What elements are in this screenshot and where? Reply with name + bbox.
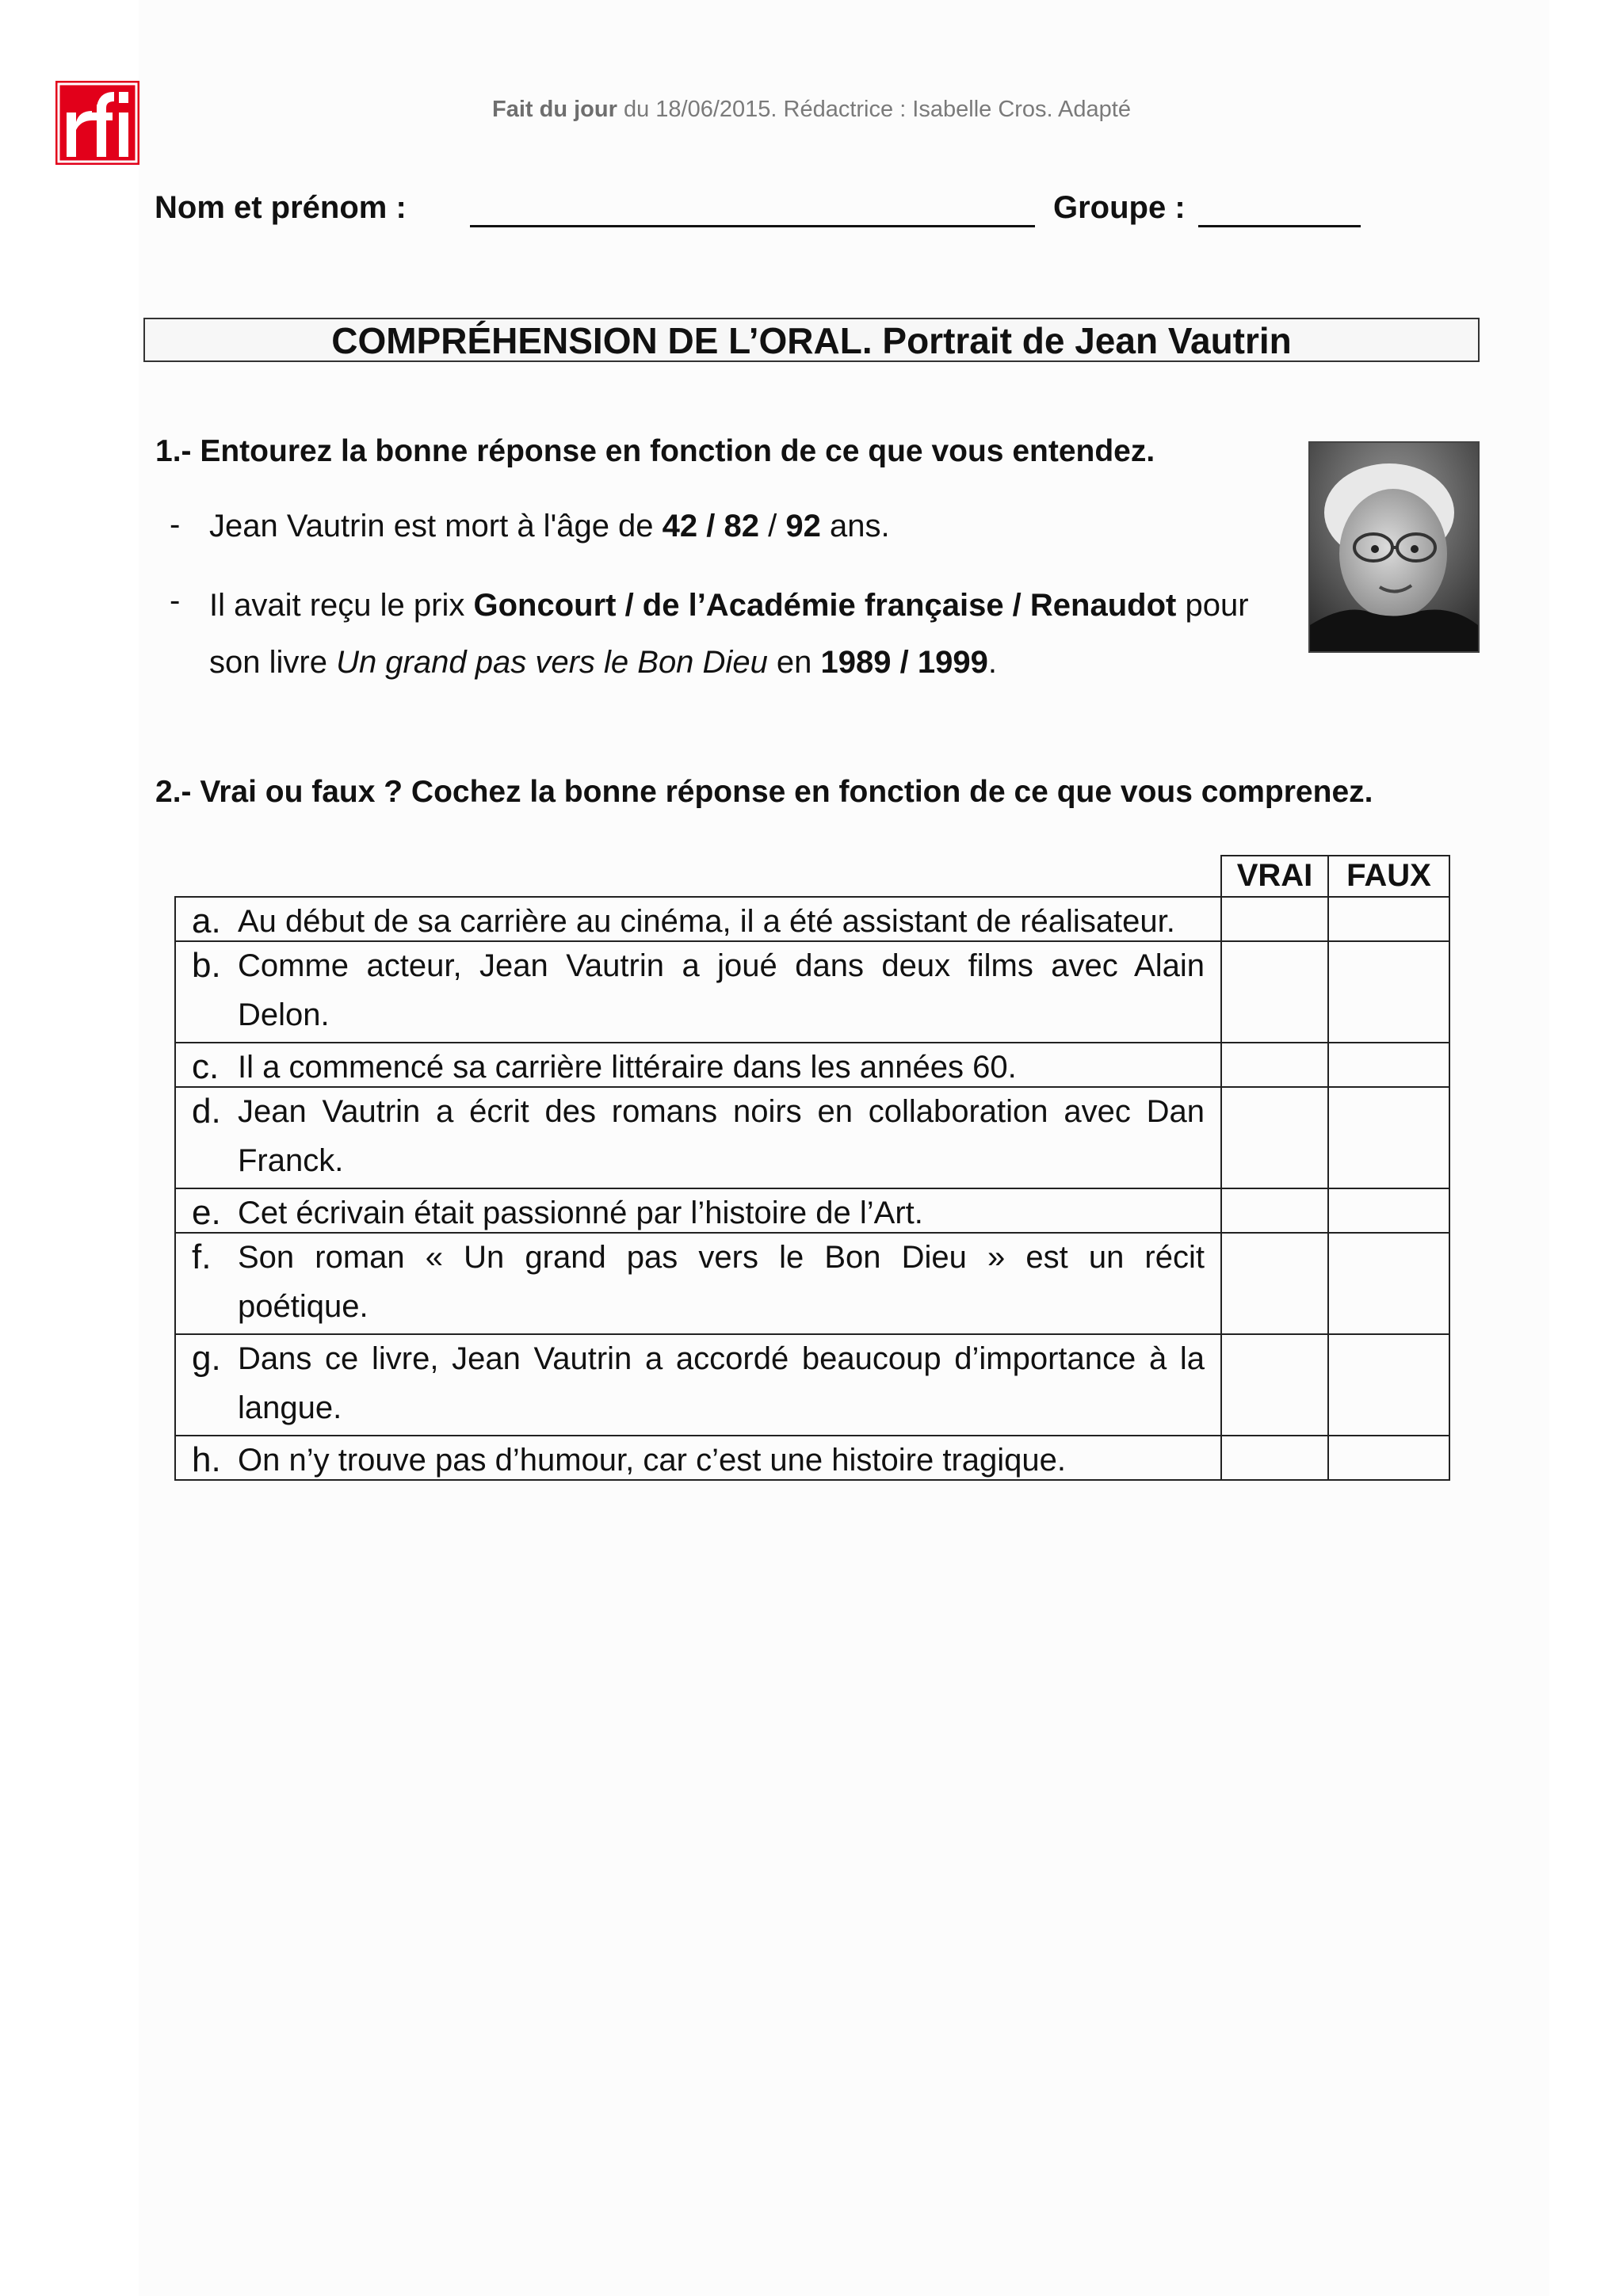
q1-item-2-en: en <box>767 645 821 680</box>
q1-item-2-options[interactable]: Goncourt / de l’Académie française / Renaudot <box>473 588 1177 623</box>
vrai-checkbox[interactable] <box>1221 1087 1328 1188</box>
bullet-dash: - <box>170 583 181 618</box>
table-row <box>175 941 1449 1043</box>
row-letter: c. <box>192 1047 220 1086</box>
student-info <box>155 190 1391 231</box>
group-label: Groupe : <box>1053 190 1186 225</box>
row-letter: h. <box>192 1440 221 1479</box>
row-statement: Au début de sa carrière au cinéma, il a été assistant de réalisateur. <box>238 904 1175 939</box>
rfi-logo <box>55 81 139 165</box>
table-row <box>175 1043 1449 1087</box>
vrai-checkbox[interactable] <box>1221 1233 1328 1334</box>
q1-item-1-pre: Jean Vautrin est mort à l'âge de <box>209 509 663 543</box>
q1-item-2-years[interactable]: 1989 / 1999 <box>820 645 988 680</box>
faux-checkbox[interactable] <box>1328 941 1449 1043</box>
row-statement: Cet écrivain était passionné par l’histoire de l’Art. <box>238 1196 923 1230</box>
row-statement-cont: poétique. <box>238 1289 369 1324</box>
vrai-checkbox[interactable] <box>1221 1188 1328 1233</box>
header-meta <box>0 97 1623 123</box>
q1-item-2-pre: Il avait reçu le prix <box>209 588 474 623</box>
exercise-title: COMPRÉHENSION DE L’ORAL. Portrait de Jean Vautrin <box>143 318 1480 362</box>
row-letter: e. <box>192 1193 221 1232</box>
table-row <box>175 1188 1449 1233</box>
col-vrai: VRAI <box>1221 856 1328 897</box>
faux-checkbox[interactable] <box>1328 1043 1449 1087</box>
vrai-checkbox[interactable] <box>1221 941 1328 1043</box>
portrait-photo <box>1308 441 1480 653</box>
row-statement: Il a commencé sa carrière littéraire dans les années 60. <box>238 1050 1017 1085</box>
q1-item-1-opt2[interactable]: 92 <box>785 509 821 543</box>
table-row <box>175 1087 1449 1188</box>
q1-item-1-opt1[interactable]: 42 / 82 <box>662 509 759 543</box>
row-statement: On n’y trouve pas d’humour, car c’est une histoire tragique. <box>238 1443 1066 1478</box>
q1-item-2-end: . <box>987 645 997 680</box>
meta-bold: Fait du jour <box>492 97 617 122</box>
faux-checkbox[interactable] <box>1328 1436 1449 1480</box>
row-statement: Comme acteur, Jean Vautrin a joué dans deux films avec Alain <box>238 948 1205 983</box>
row-statement-cont: langue. <box>238 1390 342 1425</box>
row-letter: b. <box>192 946 221 985</box>
vrai-checkbox[interactable] <box>1221 1043 1328 1087</box>
col-faux: FAUX <box>1328 856 1449 897</box>
bullet-dash: - <box>170 507 181 542</box>
q1-item-2 <box>209 577 1291 691</box>
name-label: Nom et prénom : <box>155 190 407 225</box>
true-false-table <box>174 855 1450 1481</box>
faux-checkbox[interactable] <box>1328 1233 1449 1334</box>
q1-item-1-sep: / <box>759 509 786 543</box>
table-header-row <box>175 856 1449 897</box>
q1-item-1-post: ans. <box>820 509 890 543</box>
faux-checkbox[interactable] <box>1328 897 1449 941</box>
vrai-checkbox[interactable] <box>1221 897 1328 941</box>
row-letter: g. <box>192 1339 221 1378</box>
vrai-checkbox[interactable] <box>1221 1436 1328 1480</box>
table-header-blank <box>175 856 1221 897</box>
table-row <box>175 1436 1449 1480</box>
row-statement-cont: Franck. <box>238 1143 344 1178</box>
faux-checkbox[interactable] <box>1328 1087 1449 1188</box>
vrai-checkbox[interactable] <box>1221 1334 1328 1436</box>
table-row <box>175 1233 1449 1334</box>
row-letter: f. <box>192 1238 212 1276</box>
row-letter: a. <box>192 902 221 940</box>
q1-item-2-book: Un grand pas vers le Bon Dieu <box>336 645 768 680</box>
group-field[interactable] <box>1198 225 1361 227</box>
row-statement: Son roman « Un grand pas vers le Bon Dieu » est un récit <box>238 1240 1205 1275</box>
row-statement: Dans ce livre, Jean Vautrin a accordé beaucoup d’importance à la <box>238 1341 1205 1376</box>
faux-checkbox[interactable] <box>1328 1188 1449 1233</box>
q2-title: 2.- Vrai ou faux ? Cochez la bonne réponse en fonction de ce que vous comprenez. <box>155 775 1373 809</box>
meta-rest: du 18/06/2015. Rédactrice : Isabelle Cros. Adapté <box>617 97 1131 122</box>
name-field[interactable] <box>470 225 1035 227</box>
faux-checkbox[interactable] <box>1328 1334 1449 1436</box>
q1-title: 1.- Entourez la bonne réponse en fonction de ce que vous entendez. <box>155 434 1155 468</box>
table-row <box>175 897 1449 941</box>
table-row <box>175 1334 1449 1436</box>
row-statement: Jean Vautrin a écrit des romans noirs en collaboration avec Dan <box>238 1094 1205 1129</box>
q1-item-2-mid: pour son livre <box>209 588 1249 680</box>
q1-item-1 <box>209 502 1287 550</box>
row-statement-cont: Delon. <box>238 997 330 1032</box>
row-letter: d. <box>192 1092 221 1131</box>
